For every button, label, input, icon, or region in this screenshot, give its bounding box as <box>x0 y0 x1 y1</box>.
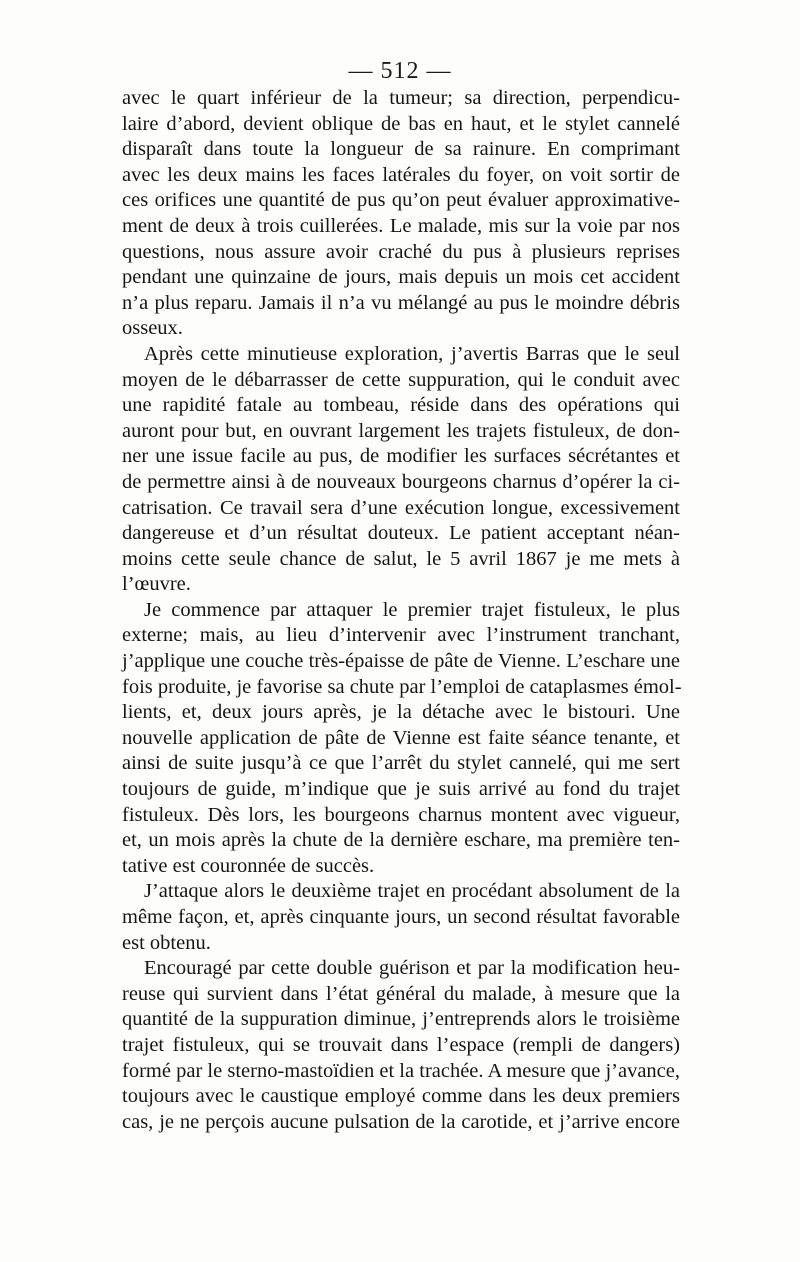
text-line: nouvelle application de pâte de Vienne est faite séance tenante, et <box>122 726 680 749</box>
text-line: disparaît dans toute la longueur de sa rainure. En comprimant <box>122 138 680 161</box>
text-line: ment de deux à trois cuillerées. Le malade, mis sur la voie par nos <box>122 214 680 237</box>
text-line: lients, et, deux jours après, je la détache avec le bistouri. Une <box>122 701 680 724</box>
text-line: osseux. <box>122 317 183 340</box>
text-line: toujours de guide, m’indique que je suis arrivé au fond du trajet <box>122 778 680 801</box>
text-line: catrisation. Ce travail sera d’une exécution longue, excessivement <box>122 496 680 519</box>
text-line: J’attaque alors le deuxième trajet en procédant absolument de la <box>144 880 680 903</box>
text-line: ces orifices une quantité de pus qu’on peut évaluer approximative- <box>122 189 680 212</box>
text-line: moyen de le débarrasser de cette suppuration, qui le conduit avec <box>122 368 680 391</box>
text-line: même façon, et, après cinquante jours, un second résultat favorable <box>122 906 680 928</box>
paragraph <box>122 956 680 1135</box>
text-line: Après cette minutieuse exploration, j’avertis Barras que le seul <box>144 342 680 365</box>
text-line: Je commence par attaquer le premier trajet fistuleux, le plus <box>144 598 680 621</box>
text-line: avec les deux mains les faces latérales du foyer, on voit sortir de <box>122 163 680 186</box>
text-line: dangereuse et d’un résultat douteux. Le patient acceptant néan- <box>122 522 680 545</box>
text-line: reuse qui survient dans l’état général du malade, à mesure que la <box>122 982 680 1005</box>
text-line: de permettre ainsi à de nouveaux bourgeons charnus d’opérer la ci- <box>122 470 680 493</box>
paragraph <box>122 879 680 956</box>
text-line: n’a plus reparu. Jamais il n’a vu mélangé au pus le moindre débris <box>122 291 680 314</box>
text-line: fistuleux. Dès lors, les bourgeons charnus montent avec vigueur, <box>122 803 680 826</box>
text-line: ainsi de suite jusqu’à ce que l’arrêt du stylet cannelé, qui me sert <box>122 752 680 775</box>
text-line: j’applique une couche très-épaisse de pâte de Vienne. L’eschare une <box>122 650 680 673</box>
paragraph <box>122 598 680 880</box>
text-line: est obtenu. <box>122 931 211 954</box>
page-number: — 512 — <box>348 58 452 84</box>
text-line: pendant une quinzaine de jours, mais depuis un mois cet accident <box>122 266 680 289</box>
text-line: Encouragé par cette double guérison et par la modification heu- <box>144 957 680 980</box>
text-line: ner une issue facile au pus, de modifier les surfaces sécrétantes et <box>122 445 680 468</box>
text-line: toujours avec le caustique employé comme dans les deux premiers <box>122 1085 680 1108</box>
text-line: laire d’abord, devient oblique de bas en haut, et le stylet cannelé <box>122 112 680 135</box>
body-text <box>122 86 680 1135</box>
text-line: trajet fistuleux, qui se trouvait dans l’espace (rempli de dangers) <box>122 1033 680 1056</box>
text-line: et, un mois après la chute de la dernière eschare, ma première ten- <box>122 829 680 852</box>
text-line: l’œuvre. <box>122 573 191 596</box>
text-line: tative est couronnée de succès. <box>122 854 375 877</box>
paragraph <box>122 342 680 598</box>
text-line: moins cette seule chance de salut, le 5 avril 1867 je me mets à <box>122 547 680 570</box>
text-line: cas, je ne perçois aucune pulsation de la carotide, et j’arrive encore <box>122 1110 680 1133</box>
text-line: fois produite, je favorise sa chute par l’emploi de cataplasmes émol- <box>122 675 682 698</box>
text-line: avec le quart inférieur de la tumeur; sa direction, perpendicu- <box>122 87 680 109</box>
text-line: questions, nous assure avoir craché du pus à plusieurs reprises <box>122 240 680 263</box>
text-line: auront pour but, en ouvrant largement les trajets fistuleux, de don- <box>122 419 680 442</box>
paragraph <box>122 86 680 342</box>
text-line: une rapidité fatale au tombeau, réside dans des opérations qui <box>122 394 680 417</box>
text-line: formé par le sterno-mastoïdien et la trachée. A mesure que j’avance, <box>122 1059 680 1082</box>
text-line: quantité de la suppuration diminue, j’entreprends alors le troisième <box>122 1008 680 1031</box>
text-line: externe; mais, au lieu d’intervenir avec l’instrument tranchant, <box>122 624 680 647</box>
